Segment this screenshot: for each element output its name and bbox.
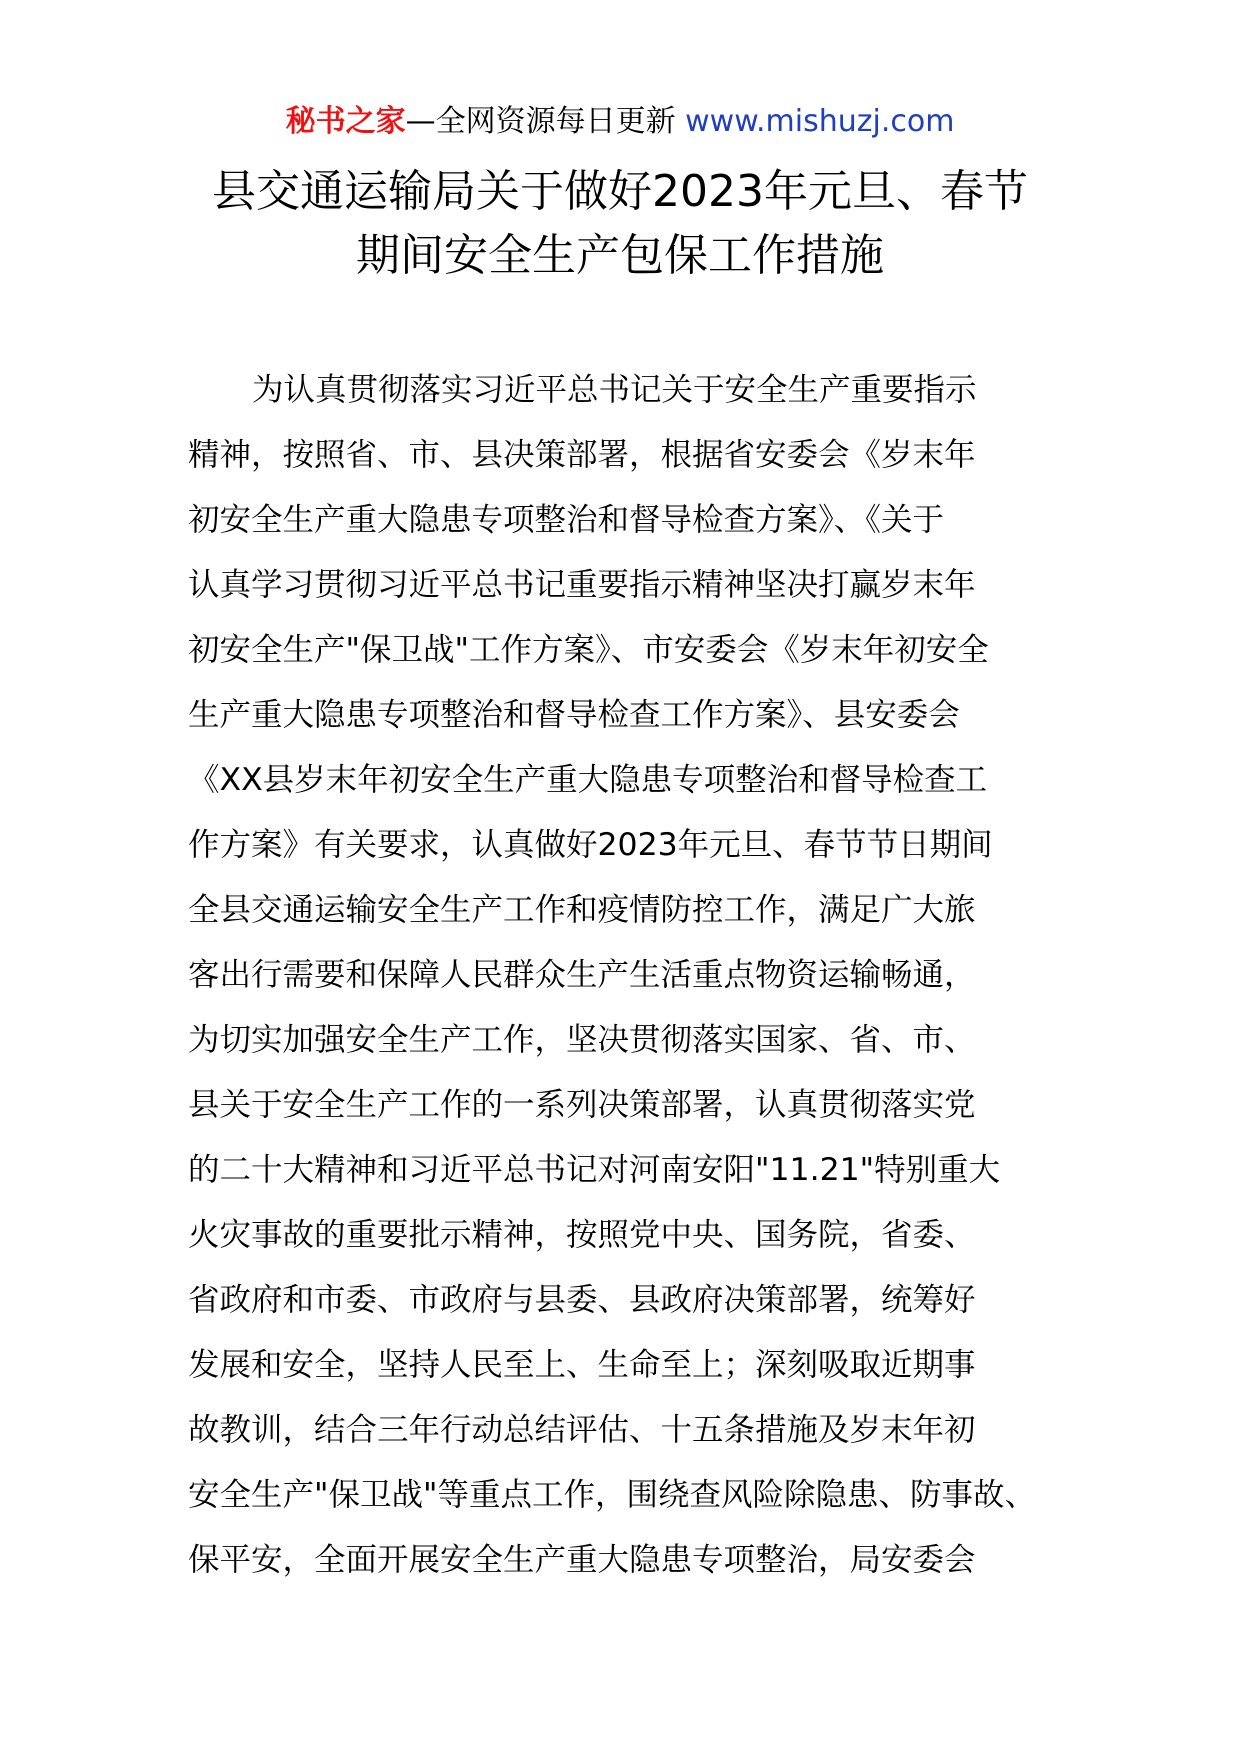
body-line: 安全生产"保卫战"等重点工作，围绕查风险除隐患、防事故、 (188, 1477, 1036, 1513)
body-line: 作方案》有关要求，认真做好2023年元旦、春节节日期间 (188, 827, 993, 863)
document-title (120, 160, 1120, 288)
body-line: 全县交通运输安全生产工作和疫情防控工作，满足广大旅 (188, 892, 976, 928)
body-line: 精神，按照省、市、县决策部署，根据省安委会《岁末年 (188, 437, 976, 473)
body-paragraph (188, 358, 1068, 1593)
header-tagline: —全网资源每日更新 (405, 104, 676, 139)
body-line: 初安全生产重大隐患专项整治和督导检查方案》、《关于 (188, 502, 945, 538)
body-line: 县关于安全生产工作的一系列决策部署，认真贯彻落实党 (188, 1087, 976, 1123)
body-line: 发展和安全，坚持人民至上、生命至上；深刻吸取近期事 (188, 1347, 976, 1383)
body-line: 的二十大精神和习近平总书记对河南安阳"11.21"特别重大 (188, 1152, 1001, 1188)
body-line: 为切实加强安全生产工作，坚决贯彻落实国家、省、市、 (188, 1022, 976, 1058)
body-line: 为认真贯彻落实习近平总书记关于安全生产重要指示 (252, 372, 977, 408)
body-line: 《XX县岁末年初安全生产重大隐患专项整治和督导检查工 (188, 762, 988, 798)
body-line: 初安全生产"保卫战"工作方案》、市安委会《岁末年初安全 (188, 632, 989, 668)
body-line: 认真学习贯彻习近平总书记重要指示精神坚决打赢岁末年 (188, 567, 976, 603)
site-url-link[interactable]: www.mishuzj.com (685, 104, 955, 139)
site-header (0, 100, 1240, 144)
body-line: 火灾事故的重要批示精神，按照党中央、国务院，省委、 (188, 1217, 976, 1253)
body-line: 省政府和市委、市政府与县委、县政府决策部署，统筹好 (188, 1282, 976, 1318)
body-line: 生产重大隐患专项整治和督导检查工作方案》、县安委会 (188, 697, 960, 733)
body-line: 客出行需要和保障人民群众生产生活重点物资运输畅通， (188, 957, 976, 993)
title-line: 县交通运输局关于做好2023年元旦、春节 (212, 166, 1028, 217)
body-line: 保平安，全面开展安全生产重大隐患专项整治，局安委会 (188, 1542, 976, 1578)
body-line: 故教训，结合三年行动总结评估、十五条措施及岁末年初 (188, 1412, 976, 1448)
title-line: 期间安全生产包保工作措施 (356, 230, 884, 281)
brand-name: 秘书之家 (285, 104, 406, 139)
